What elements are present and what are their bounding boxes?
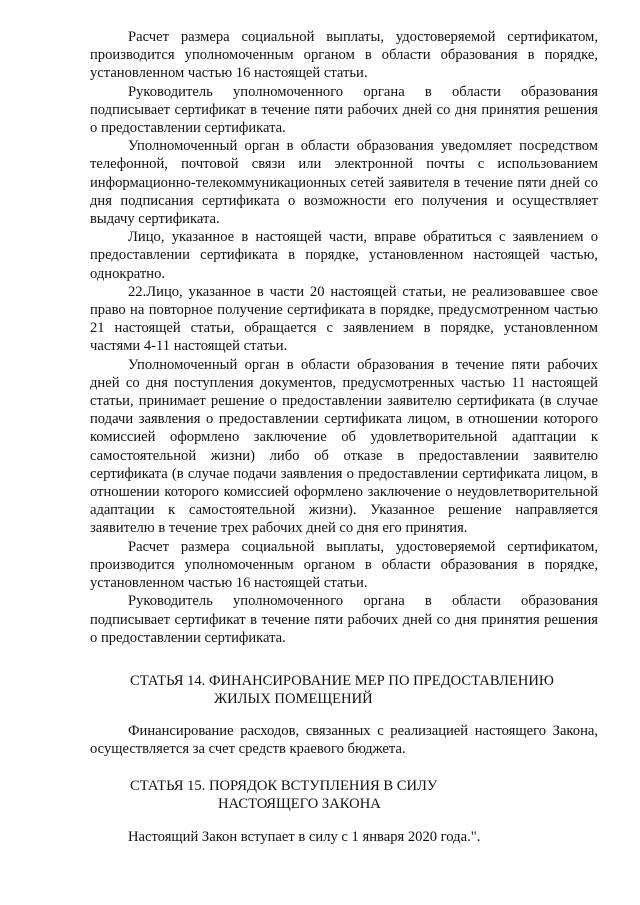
paragraph-notification: Уполномоченный орган в области образования уведомляет посредством телефонной, почтовой связи или электронной почты с использованием информационно-телекоммуникационных сетей заявителя в течение пяти дней со дня подписания сертификата о возможности его получения и осуществляет выдачу сертификата.: [90, 138, 598, 228]
article-15-heading-line1: СТАТЬЯ 15. ПОРЯДОК ВСТУПЛЕНИЯ В СИЛУ: [130, 778, 438, 794]
body-text: [90, 28, 598, 647]
paragraph-head-signs-repeat: Руководитель уполномоченного органа в области образования подписывает сертификат в течение пяти рабочих дней со дня принятия решения о предоставлении сертификата.: [90, 593, 598, 646]
paragraph-part-22: 22.Лицо, указанное в части 20 настоящей статьи, не реализовавшее свое право на повторное получение сертификата в порядке, предусмотренном частью 21 настоящей статьи, обращается с заявлением в порядке, установленном частями 4-11 настоящей статьи.: [90, 283, 598, 355]
article-14-heading-line1: СТАТЬЯ 14. ФИНАНСИРОВАНИЕ МЕР ПО ПРЕДОСТАВЛЕНИЮ: [130, 673, 554, 689]
article-15-text: Настоящий Закон вступает в силу с 1 января 2020 года.".: [128, 829, 481, 845]
paragraph-payment-calculation: Расчет размера социальной выплаты, удостоверяемой сертификатом, производится уполномоченным органом в области образования в порядке, установленном частью 16 настоящей статьи.: [90, 29, 598, 82]
article-14-text: Финансирование расходов, связанных с реализацией настоящего Закона, осуществляется за счет средств краевого бюджета.: [90, 723, 598, 758]
paragraph-one-time-application: Лицо, указанное в настоящей части, вправе обратиться с заявлением о предоставлении сертификата в порядке, установленном настоящей частью, однократно.: [90, 229, 598, 282]
paragraph-decision: Уполномоченный орган в области образования в течение пяти рабочих дней со дня поступления документов, предусмотренных частью 11 настоящей статьи, принимает решение о предоставлении заявителю сертификата (в случае подачи заявления о предоставлении сертификата лицом, в отношении которого комиссией оформлено заключение об удовлетворительной адаптации к самостоятельной жизни) либо об отказе в предоставлении заявителю сертификата (в случае подачи заявления о предоставлении сертификата лицом, в отношении которого комиссией оформлено заключение о неудовлетворительной адаптации к самостоятельной жизни). Указанное решение направляется заявителю в течение трех рабочих дней со дня его принятия.: [90, 356, 598, 537]
article-15-heading-line2: НАСТОЯЩЕГО ЗАКОНА: [218, 796, 381, 813]
paragraph-payment-calculation-repeat: Расчет размера социальной выплаты, удостоверяемой сертификатом, производится уполномоченным органом в области образования в порядке, установленном частью 16 настоящей статьи.: [90, 538, 598, 592]
article-14-heading: [130, 672, 600, 708]
article-14-heading-line2: ЖИЛЫХ ПОМЕЩЕНИЙ: [214, 691, 373, 708]
article-15-heading: [130, 777, 600, 813]
paragraph-head-signs-certificate: Руководитель уполномоченного органа в области образования подписывает сертификат в течение пяти рабочих дней со дня принятия решения о предоставлении сертификата.: [90, 83, 598, 137]
